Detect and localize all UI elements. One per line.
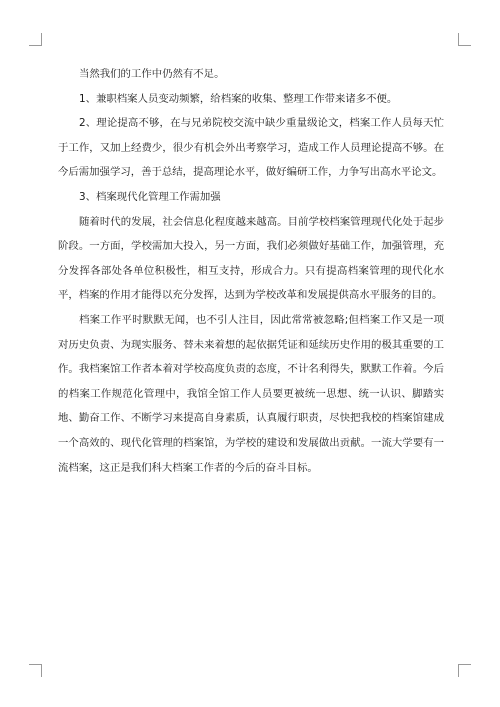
crop-mark-bottom-right <box>458 664 471 677</box>
paragraph-item-2: 2、理论提高不够，在与兄弟院校交流中缺少重量级论文，档案工作人员每天忙于工作，又加上经费少，很少有机会外出考察学习，造成工作人员理论提高不够。在今后需加强学习，善于总结，提高理论水平，做好编研工作，力争写出高水平论文。 <box>58 117 444 179</box>
crop-mark-top-left <box>29 33 42 46</box>
crop-mark-bottom-left <box>29 664 42 677</box>
document-body <box>58 62 444 480</box>
paragraph-intro: 当然我们的工作中仍然有不足。 <box>79 68 225 80</box>
paragraph-development: 随着时代的发展，社会信息化程度越来越高。目前学校档案管理现代化处于起步阶段。一方面，学校需加大投入，另一方面，我们必须做好基础工作，加强管理，充分发挥各部处各单位积极性，相互支持，形成合力。只有提高档案管理的现代化水平，档案的作用才能得以充分发挥，达到为学校改革和发展提供高水平服务的目的。 <box>58 215 444 302</box>
paragraph-item-3: 3、档案现代化管理工作需加强 <box>79 190 221 203</box>
crop-mark-top-right <box>458 33 471 46</box>
paragraph-conclusion: 档案工作平时默默无闻，也不引人注目，因此常常被忽略;但档案工作又是一项对历史负责、为现实服务、替未来着想的起依据凭证和延续历史作用的极其重要的工作。我档案馆工作者本着对学校高度负责的态度，不计名利得失，默默工作着。今后的档案工作规范化管理中，我馆全馆工作人员要更被统一思想、统一认识、脚踏实地、勤奋工作、不断学习来提高自身素质，认真履行职责，尽快把我校的档案馆建成一个高效的、现代化管理的档案馆，为学校的建设和发展做出贡献。一流大学要有一流档案，这正是我们科大档案工作者的今后的奋斗目标。 <box>58 313 444 474</box>
paragraph-item-1: 1、兼职档案人员变动频繁，给档案的收集、整理工作带来诸多不便。 <box>79 92 398 105</box>
